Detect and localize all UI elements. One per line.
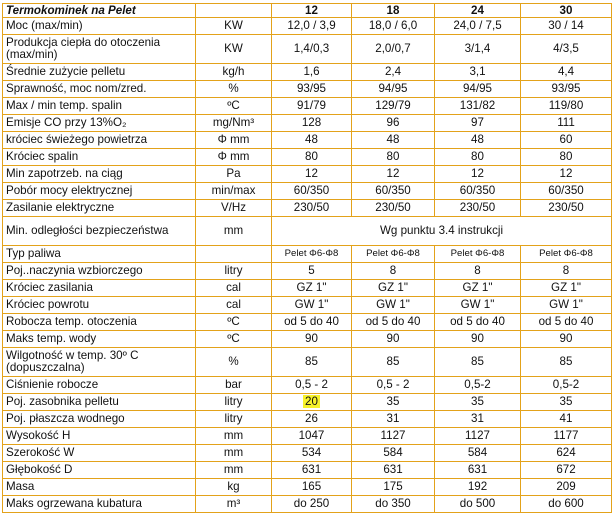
spec-table: [2, 3, 612, 513]
row-value: 1047: [272, 428, 352, 445]
row-value: od 5 do 40: [521, 314, 612, 331]
row-value: 3,1: [435, 64, 521, 81]
table-row: [3, 297, 612, 314]
row-value: 85: [521, 348, 612, 377]
row-value: 230/50: [521, 200, 612, 217]
row-unit: KW: [196, 35, 272, 64]
row-parameter: Min zapotrzeb. na ciąg: [3, 166, 196, 183]
row-unit: mm: [196, 445, 272, 462]
row-value: 1,4/0,3: [272, 35, 352, 64]
row-unit: kg: [196, 479, 272, 496]
header-unit: [196, 4, 272, 18]
row-parameter: Króciec powrotu: [3, 297, 196, 314]
table-row: [3, 64, 612, 81]
row-value: GZ 1": [521, 280, 612, 297]
row-unit: KW: [196, 18, 272, 35]
row-value: od 5 do 40: [272, 314, 352, 331]
table-row: [3, 18, 612, 35]
row-value: 90: [435, 331, 521, 348]
row-unit: Pa: [196, 166, 272, 183]
row-unit: ºC: [196, 314, 272, 331]
row-value: 94/95: [435, 81, 521, 98]
row-value: 119/80: [521, 98, 612, 115]
row-value-merged: Wg punktu 3.4 instrukcji: [272, 217, 612, 246]
row-value: 26: [272, 411, 352, 428]
table-row: [3, 445, 612, 462]
table-row: [3, 98, 612, 115]
table-row: [3, 263, 612, 280]
row-value: 631: [272, 462, 352, 479]
table-row: [3, 246, 612, 263]
row-value: Pelet Φ6-Φ8: [352, 246, 435, 263]
row-parameter: Maks temp. wody: [3, 331, 196, 348]
row-value: od 5 do 40: [435, 314, 521, 331]
row-value: 41: [521, 411, 612, 428]
row-value: 230/50: [272, 200, 352, 217]
row-value: 175: [352, 479, 435, 496]
header-model: 24: [435, 4, 521, 18]
table-row: [3, 496, 612, 513]
header-model: 12: [272, 4, 352, 18]
row-value: 8: [521, 263, 612, 280]
row-value: 24,0 / 7,5: [435, 18, 521, 35]
row-value: 90: [521, 331, 612, 348]
row-value: 1127: [352, 428, 435, 445]
table-row: [3, 331, 612, 348]
row-value: 93/95: [521, 81, 612, 98]
row-value: do 250: [272, 496, 352, 513]
row-parameter: Moc (max/min): [3, 18, 196, 35]
row-value: 4,4: [521, 64, 612, 81]
table-row: [3, 115, 612, 132]
row-value: 90: [272, 331, 352, 348]
row-unit: %: [196, 81, 272, 98]
row-value: 0,5 - 2: [352, 377, 435, 394]
row-value: GW 1": [352, 297, 435, 314]
row-value: 96: [352, 115, 435, 132]
table-row: [3, 81, 612, 98]
row-value: 0,5-2: [435, 377, 521, 394]
table-title: Termokominek na Pelet: [3, 4, 196, 18]
table-row: [3, 411, 612, 428]
row-parameter: Poj. zasobnika pelletu: [3, 394, 196, 411]
table-row: [3, 132, 612, 149]
row-value: 0,5-2: [521, 377, 612, 394]
row-value: 1127: [435, 428, 521, 445]
row-value: 192: [435, 479, 521, 496]
row-value: 48: [272, 132, 352, 149]
row-value: 60/350: [435, 183, 521, 200]
row-value: 128: [272, 115, 352, 132]
row-unit: mm: [196, 428, 272, 445]
row-parameter: Króciec zasilania: [3, 280, 196, 297]
row-value: 91/79: [272, 98, 352, 115]
row-value: GW 1": [521, 297, 612, 314]
row-value: 230/50: [435, 200, 521, 217]
table-row: [3, 200, 612, 217]
row-parameter: Pobór mocy elektrycznej: [3, 183, 196, 200]
row-unit: mm: [196, 217, 272, 246]
row-value: 12: [272, 166, 352, 183]
row-value: 129/79: [352, 98, 435, 115]
table-row: [3, 348, 612, 377]
row-parameter: Max / min temp. spalin: [3, 98, 196, 115]
row-value: 12: [352, 166, 435, 183]
table-row: [3, 394, 612, 411]
table-row: [3, 183, 612, 200]
row-unit: litry: [196, 411, 272, 428]
row-parameter: Poj..naczynia wzbiorczego: [3, 263, 196, 280]
row-value: 631: [352, 462, 435, 479]
row-parameter: Sprawność, moc nom/zred.: [3, 81, 196, 98]
row-value: 97: [435, 115, 521, 132]
row-unit: min/max: [196, 183, 272, 200]
row-value: 18,0 / 6,0: [352, 18, 435, 35]
row-value: 2,0/0,7: [352, 35, 435, 64]
table-row: [3, 149, 612, 166]
row-value: 80: [272, 149, 352, 166]
row-value: 131/82: [435, 98, 521, 115]
row-value: 35: [435, 394, 521, 411]
row-value: 48: [435, 132, 521, 149]
row-value: Pelet Φ6-Φ8: [435, 246, 521, 263]
row-value: [272, 394, 352, 411]
row-unit: litry: [196, 263, 272, 280]
row-parameter: Maks ogrzewana kubatura: [3, 496, 196, 513]
row-value: 8: [435, 263, 521, 280]
row-value: 35: [352, 394, 435, 411]
row-value: 584: [352, 445, 435, 462]
table-row: [3, 217, 612, 246]
row-value: 4/3,5: [521, 35, 612, 64]
row-value: 85: [352, 348, 435, 377]
row-parameter: Szerokość W: [3, 445, 196, 462]
row-value: GZ 1": [272, 280, 352, 297]
highlighted-value: 20: [305, 395, 318, 408]
table-row: [3, 479, 612, 496]
row-parameter: Średnie zużycie pelletu: [3, 64, 196, 81]
row-unit: cal: [196, 297, 272, 314]
row-value: 8: [352, 263, 435, 280]
row-value: 94/95: [352, 81, 435, 98]
row-value: 230/50: [352, 200, 435, 217]
table-row: [3, 428, 612, 445]
row-value: 60/350: [352, 183, 435, 200]
row-value: 31: [435, 411, 521, 428]
row-unit: Φ mm: [196, 132, 272, 149]
row-value: 35: [521, 394, 612, 411]
row-value: GW 1": [435, 297, 521, 314]
row-value: 5: [272, 263, 352, 280]
row-value: GZ 1": [352, 280, 435, 297]
row-unit: V/Hz: [196, 200, 272, 217]
row-value: 85: [435, 348, 521, 377]
row-value: Pelet Φ6-Φ8: [521, 246, 612, 263]
row-value: 1177: [521, 428, 612, 445]
row-value: 48: [352, 132, 435, 149]
row-value: 1,6: [272, 64, 352, 81]
row-unit: kg/h: [196, 64, 272, 81]
row-value: GZ 1": [435, 280, 521, 297]
row-unit: litry: [196, 394, 272, 411]
row-value: 534: [272, 445, 352, 462]
table-row: [3, 462, 612, 479]
row-value: do 500: [435, 496, 521, 513]
row-parameter: Produkcja ciepła do otoczenia (max/min): [3, 35, 196, 64]
row-value: 93/95: [272, 81, 352, 98]
row-parameter: Zasilanie elektryczne: [3, 200, 196, 217]
header-model: 30: [521, 4, 612, 18]
row-value: od 5 do 40: [352, 314, 435, 331]
row-unit: [196, 246, 272, 263]
row-value: 60/350: [521, 183, 612, 200]
row-value: 12,0 / 3,9: [272, 18, 352, 35]
row-value: 30 / 14: [521, 18, 612, 35]
row-parameter: Poj. płaszcza wodnego: [3, 411, 196, 428]
row-parameter: Robocza temp. otoczenia: [3, 314, 196, 331]
row-value: 3/1,4: [435, 35, 521, 64]
row-value: 111: [521, 115, 612, 132]
row-value: 31: [352, 411, 435, 428]
row-parameter: Ciśnienie robocze: [3, 377, 196, 394]
row-unit: bar: [196, 377, 272, 394]
table-header-row: [3, 4, 612, 18]
table-row: [3, 377, 612, 394]
row-unit: %: [196, 348, 272, 377]
row-value: 90: [352, 331, 435, 348]
row-parameter: Wilgotność w temp. 30º C (dopuszczalna): [3, 348, 196, 377]
row-parameter: Typ paliwa: [3, 246, 196, 263]
row-unit: Φ mm: [196, 149, 272, 166]
table-row: [3, 314, 612, 331]
row-value: do 350: [352, 496, 435, 513]
row-unit: ºC: [196, 331, 272, 348]
row-parameter: Min. odległości bezpieczeństwa: [3, 217, 196, 246]
row-value: do 600: [521, 496, 612, 513]
row-parameter: króciec świeżego powietrza: [3, 132, 196, 149]
row-unit: ºC: [196, 98, 272, 115]
row-unit: m³: [196, 496, 272, 513]
table-row: [3, 280, 612, 297]
row-value: 165: [272, 479, 352, 496]
row-value: 80: [352, 149, 435, 166]
row-value: 12: [435, 166, 521, 183]
row-unit: cal: [196, 280, 272, 297]
row-value: 209: [521, 479, 612, 496]
table-row: [3, 166, 612, 183]
row-value: GW 1": [272, 297, 352, 314]
row-value: 12: [521, 166, 612, 183]
row-value: 584: [435, 445, 521, 462]
row-parameter: Emisje CO przy 13%O₂: [3, 115, 196, 132]
table-row: [3, 35, 612, 64]
row-unit: mg/Nm³: [196, 115, 272, 132]
row-value: 80: [521, 149, 612, 166]
row-value: 631: [435, 462, 521, 479]
row-value: 60: [521, 132, 612, 149]
row-value: 80: [435, 149, 521, 166]
row-unit: mm: [196, 462, 272, 479]
row-parameter: Wysokość H: [3, 428, 196, 445]
row-value: 672: [521, 462, 612, 479]
row-value: 624: [521, 445, 612, 462]
header-model: 18: [352, 4, 435, 18]
row-parameter: Króciec spalin: [3, 149, 196, 166]
row-value: 2,4: [352, 64, 435, 81]
row-value: 60/350: [272, 183, 352, 200]
row-parameter: Masa: [3, 479, 196, 496]
row-value: Pelet Φ6-Φ8: [272, 246, 352, 263]
row-value: 0,5 - 2: [272, 377, 352, 394]
row-value: 85: [272, 348, 352, 377]
row-parameter: Głębokość D: [3, 462, 196, 479]
